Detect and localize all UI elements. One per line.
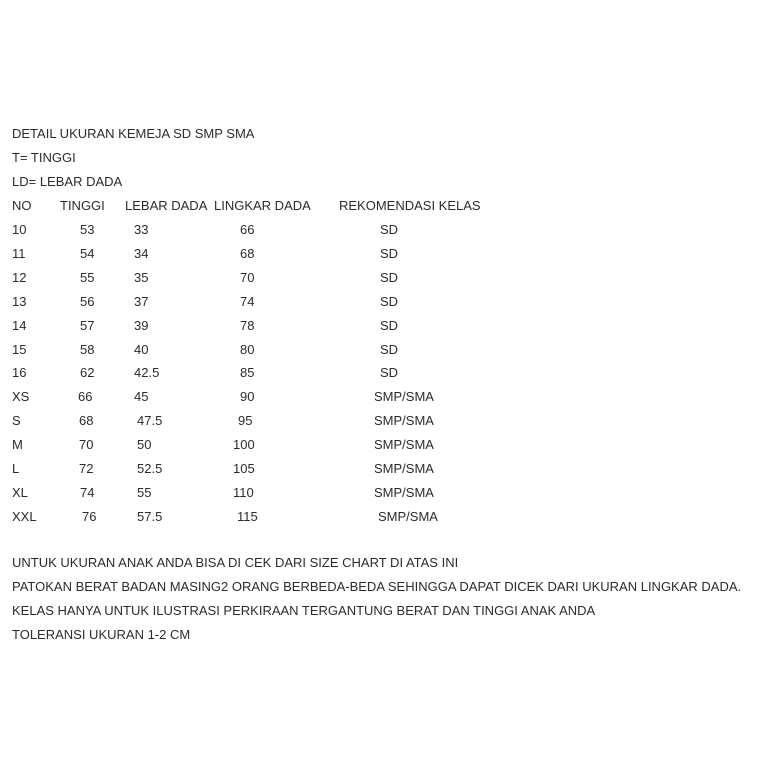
cell-lebar-dada: 39 xyxy=(134,318,149,333)
cell-rekomendasi-kelas: SD xyxy=(380,270,399,285)
cell-tinggi: 68 xyxy=(79,413,94,428)
cell-lingkar-dada: 95 xyxy=(238,413,253,428)
cell-tinggi: 57 xyxy=(80,318,95,333)
cell-tinggi: 72 xyxy=(79,461,94,476)
cell-no: XS xyxy=(12,389,30,404)
legend-tinggi: T= TINGGI xyxy=(12,150,76,165)
cell-no: 14 xyxy=(12,318,27,333)
cell-no: 13 xyxy=(12,294,27,309)
cell-lingkar-dada: 78 xyxy=(240,318,255,333)
cell-tinggi: 56 xyxy=(80,294,95,309)
cell-lingkar-dada: 74 xyxy=(240,294,255,309)
cell-no: 12 xyxy=(12,270,27,285)
cell-rekomendasi-kelas: SD xyxy=(380,342,399,357)
legend-lebar-dada: LD= LEBAR DADA xyxy=(12,174,123,189)
cell-lingkar-dada: 90 xyxy=(240,389,255,404)
cell-rekomendasi-kelas: SMP/SMA xyxy=(378,509,438,524)
cell-lingkar-dada: 70 xyxy=(240,270,255,285)
cell-lingkar-dada: 68 xyxy=(240,246,255,261)
cell-rekomendasi-kelas: SD xyxy=(380,222,399,237)
cell-no: XL xyxy=(12,485,28,500)
cell-rekomendasi-kelas: SD xyxy=(380,318,399,333)
cell-lebar-dada: 42.5 xyxy=(134,365,160,380)
cell-lebar-dada: 34 xyxy=(134,246,149,261)
cell-no: 15 xyxy=(12,342,27,357)
cell-lingkar-dada: 110 xyxy=(233,485,254,500)
cell-rekomendasi-kelas: SMP/SMA xyxy=(374,461,434,476)
cell-no: S xyxy=(12,413,21,428)
cell-lebar-dada: 40 xyxy=(134,342,149,357)
cell-rekomendasi-kelas: SMP/SMA xyxy=(374,437,434,452)
cell-no: XXL xyxy=(12,509,37,524)
header-rekomendasi-kelas: REKOMENDASI KELAS xyxy=(339,198,481,213)
note-berat-badan: PATOKAN BERAT BADAN MASING2 ORANG BERBEDA-BEDA SEHINGGA DAPAT DICEK DARI UKURAN LINGKAR DADA. xyxy=(12,579,742,594)
cell-lebar-dada: 52.5 xyxy=(137,461,163,476)
cell-lingkar-dada: 105 xyxy=(233,461,255,476)
cell-lingkar-dada: 115 xyxy=(237,509,258,524)
cell-no: 11 xyxy=(12,246,26,261)
cell-lingkar-dada: 100 xyxy=(233,437,255,452)
cell-lingkar-dada: 80 xyxy=(240,342,255,357)
cell-lebar-dada: 47.5 xyxy=(137,413,163,428)
cell-no: 10 xyxy=(12,222,27,237)
cell-tinggi: 62 xyxy=(80,365,95,380)
cell-lebar-dada: 35 xyxy=(134,270,149,285)
cell-rekomendasi-kelas: SD xyxy=(380,246,399,261)
cell-rekomendasi-kelas: SMP/SMA xyxy=(374,389,434,404)
cell-lebar-dada: 55 xyxy=(137,485,152,500)
cell-tinggi: 54 xyxy=(80,246,95,261)
note-toleransi: TOLERANSI UKURAN 1-2 CM xyxy=(12,627,191,642)
note-cek-size-chart: UNTUK UKURAN ANAK ANDA BISA DI CEK DARI SIZE CHART DI ATAS INI xyxy=(12,555,459,570)
header-tinggi: TINGGI xyxy=(60,198,105,213)
cell-tinggi: 74 xyxy=(80,485,95,500)
cell-rekomendasi-kelas: SD xyxy=(380,365,399,380)
cell-tinggi: 53 xyxy=(80,222,95,237)
cell-tinggi: 66 xyxy=(78,389,93,404)
cell-tinggi: 70 xyxy=(79,437,94,452)
cell-no: 16 xyxy=(12,365,27,380)
header-no: NO xyxy=(12,198,32,213)
cell-no: M xyxy=(12,437,23,452)
cell-lebar-dada: 37 xyxy=(134,294,149,309)
document-title: DETAIL UKURAN KEMEJA SD SMP SMA xyxy=(12,126,255,141)
cell-lingkar-dada: 66 xyxy=(240,222,255,237)
cell-lebar-dada: 57.5 xyxy=(137,509,163,524)
cell-rekomendasi-kelas: SMP/SMA xyxy=(374,413,434,428)
cell-lingkar-dada: 85 xyxy=(240,365,255,380)
cell-lebar-dada: 50 xyxy=(137,437,152,452)
cell-rekomendasi-kelas: SD xyxy=(380,294,399,309)
cell-lebar-dada: 45 xyxy=(134,389,149,404)
note-kelas-ilustrasi: KELAS HANYA UNTUK ILUSTRASI PERKIRAAN TERGANTUNG BERAT DAN TINGGI ANAK ANDA xyxy=(12,603,596,618)
cell-tinggi: 76 xyxy=(82,509,97,524)
cell-tinggi: 55 xyxy=(80,270,95,285)
cell-rekomendasi-kelas: SMP/SMA xyxy=(374,485,434,500)
header-lebar-dada: LEBAR DADA xyxy=(125,198,208,213)
header-lingkar-dada: LINGKAR DADA xyxy=(214,198,311,213)
cell-no: L xyxy=(12,461,20,476)
cell-tinggi: 58 xyxy=(80,342,95,357)
cell-lebar-dada: 33 xyxy=(134,222,149,237)
